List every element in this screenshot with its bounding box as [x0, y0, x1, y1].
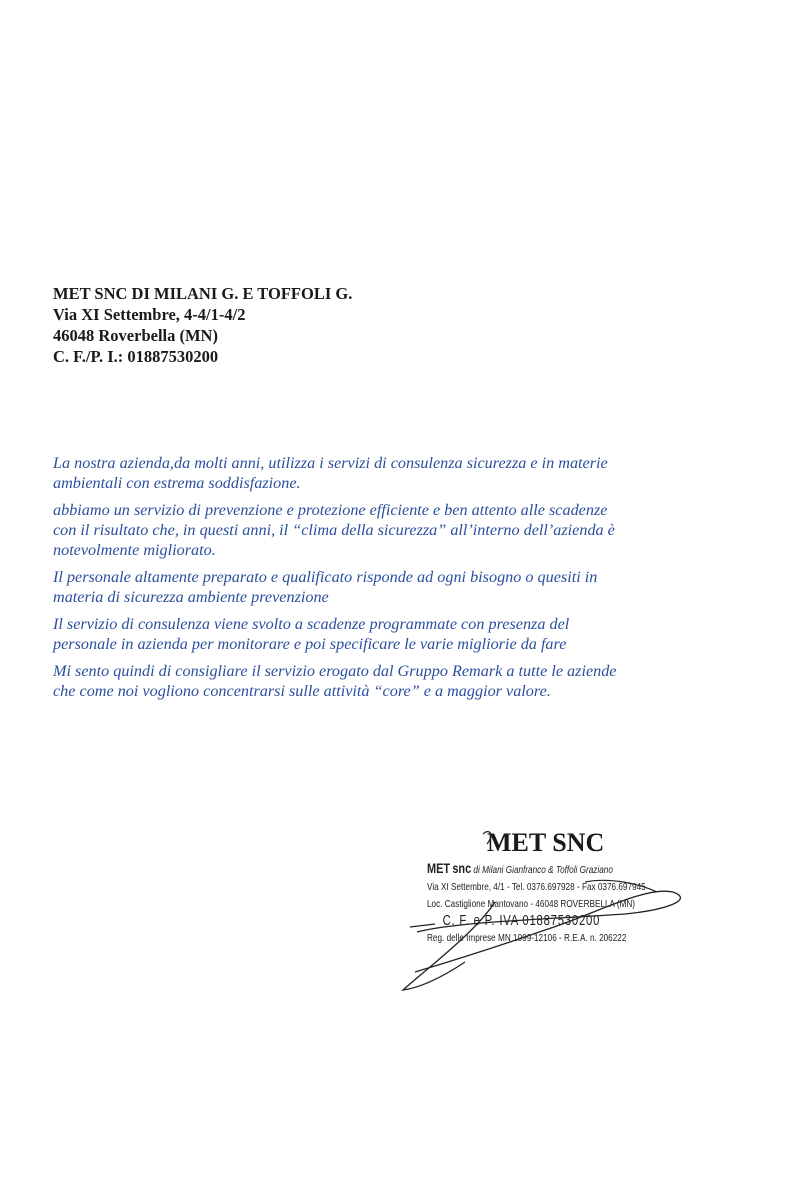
paragraph-line: Il servizio di consulenza viene svolto a scadenze programmate con presenza del — [53, 615, 570, 633]
stamp-locality: Loc. Castiglione Mantovano - 46048 ROVERBELLA (MN) — [427, 898, 636, 910]
paragraph-4 — [53, 614, 743, 654]
sender-street: Via XI Settembre, 4-4/1-4/2 — [53, 305, 246, 324]
paragraph-2 — [53, 500, 743, 560]
stamp-title: MET SNC — [487, 828, 605, 857]
paragraph-line: Il personale altamente preparato e qualificato risponde ad ogni bisogno o quesiti in — [53, 568, 598, 586]
paragraph-line: con il risultato che, in questi anni, il “clima della sicurezza” all’interno dell’azienda è — [53, 521, 615, 539]
stamp-address: Via XI Settembre, 4/1 - Tel. 0376.697928 - Fax 0376.697945 — [427, 881, 646, 893]
paragraph-5 — [53, 661, 743, 701]
paragraph-line: Mi sento quindi di consigliare il servizio erogato dal Gruppo Remark a tutte le aziende — [53, 662, 617, 680]
paragraph-line: notevolmente migliorato. — [53, 541, 216, 559]
paragraph-line: che come noi vogliono concentrarsi sulle attività “core” e a maggior valore. — [53, 682, 551, 700]
stamp-brand-suffix: snc — [452, 860, 472, 876]
paragraph-line: abbiamo un servizio di prevenzione e protezione efficiente e ben attento alle scadenze — [53, 501, 608, 519]
sender-tax-code: C. F./P. I.: 01887530200 — [53, 347, 219, 366]
stamp-details — [427, 860, 646, 947]
sender-company-name: MET SNC DI MILANI G. E TOFFOLI G. — [53, 284, 353, 303]
company-stamp — [395, 822, 695, 1002]
paragraph-1 — [53, 453, 743, 493]
stamp-brand-line — [427, 860, 646, 879]
stamp-registry: Reg. delle Imprese MN 1999-12106 - R.E.A. n. 206222 — [427, 932, 627, 944]
letter-body — [53, 453, 743, 708]
stamp-vat: C. F. e P. IVA 01887530200 — [442, 913, 601, 929]
stamp-owners: di Milani Gianfranco & Toffoli Graziano — [473, 864, 613, 876]
sender-address-block — [53, 283, 352, 367]
paragraph-line: materia di sicurezza ambiente prevenzione — [53, 588, 329, 606]
sender-city: 46048 Roverbella (MN) — [53, 326, 218, 345]
stamp-brand: MET — [427, 860, 451, 876]
paragraph-line: personale in azienda per monitorare e poi specificare le varie migliorie da fare — [53, 635, 567, 653]
paragraph-line: ambientali con estrema soddisfazione. — [53, 474, 301, 492]
paragraph-3 — [53, 567, 743, 607]
paragraph-line: La nostra azienda,da molti anni, utilizza i servizi di consulenza sicurezza e in materie — [53, 454, 608, 472]
